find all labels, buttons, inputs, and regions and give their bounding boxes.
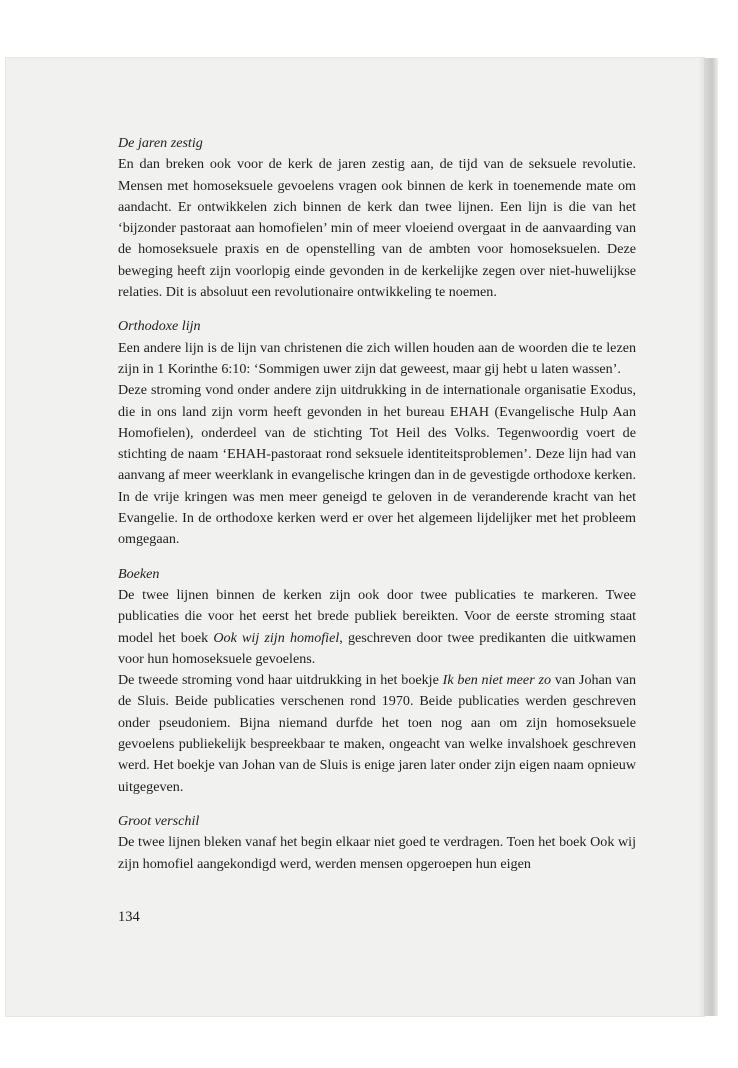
section-heading: Boeken bbox=[118, 565, 160, 582]
section-heading: De jaren zestig bbox=[118, 135, 203, 151]
section-groot-verschil bbox=[118, 811, 636, 875]
section-heading: Groot verschil bbox=[118, 812, 200, 829]
page-number: 134 bbox=[118, 909, 140, 925]
paragraph: De twee lijnen bleken vanaf het begin elkaar niet goed te verdragen. Toen het boek Ook wij zijn homofiel aangekondigd werd, werden mensen opgeroepen hun eigen bbox=[118, 834, 636, 872]
section-boeken bbox=[118, 564, 636, 798]
section-heading: Orthodoxe lijn bbox=[118, 318, 201, 335]
book-spine bbox=[704, 58, 718, 1016]
paragraph: Deze stroming vond onder andere zijn uitdrukking in de internationale organisatie Exodus, die in ons land zijn vorm heeft gevonden in het bureau EHAH (Evangelische Hulp Aan Homofielen), onderdeel van de stichting Tot Heil des Volks. Tegenwoordig voert de stichting de naam ‘EHAH-pastoraat rond seksuele identiteitsproblemen’. Deze lijn had van aanvang af meer weerklank in evangelische kringen dan in de gevestigde orthodoxe kerken. In de vrije kringen was men meer geneigd te geloven in de veranderende kracht van het Evangelie. In de orthodoxe kerken werd er over het algemeen lijdelijker met het probleem omgegaan. bbox=[118, 382, 636, 548]
paragraph: De tweede stroming vond haar uitdrukking in het boekje Ik ben niet meer zo van Johan van de Sluis. Beide publicaties verschenen rond 1970. Beide publicaties werden geschreven onder pseudoniem. Bijna niemand durfde het toen nog aan om zijn homoseksuele gevoelens publiekelijk bespreekbaar te maken, ongeacht van welke invalshoek geschreven werd. Het boekje van Johan van de Sluis is enige jaren later onder zijn eigen naam opnieuw uitgegeven. bbox=[118, 672, 637, 795]
section-jaren-zestig bbox=[118, 133, 636, 303]
book-title: Ook wij zijn homofiel bbox=[213, 629, 340, 646]
page-body bbox=[118, 133, 636, 888]
paragraph: En dan breken ook voor de kerk de jaren zestig aan, de tijd van de seksuele revolutie. Mensen met homoseksuele gevoelens vragen ook binnen de kerk in toenemende mate om aandacht. Er ontwikkelen zich binnen de kerk dan twee lijnen. Een lijn is die van het ‘bijzonder pastoraat aan homofielen’ min of meer vloeiend overgaat in de aanvaarding van de homoseksuele praxis en de openstelling van de ambten voor homoseksuelen. Deze beweging heeft zijn voorlopig einde gevonden in de kerkelijke zegen over niet-huwelijkse relaties. Dit is absoluut een revolutionaire ontwikkeling te noemen. bbox=[118, 156, 636, 301]
paragraph: De twee lijnen binnen de kerken zijn ook door twee publicaties te markeren. Twee publicaties die voor het eerst het brede publiek bereikten. Voor de eerste stroming staat model het boek Ook wij zijn homofiel, geschreven door twee predikanten die uitkwamen voor hun homoseksuele gevoelens. bbox=[118, 586, 636, 667]
paragraph: Een andere lijn is de lijn van christenen die zich willen houden aan de woorden die te lezen zijn in 1 Korinthe 6:10: ‘Sommigen uwer zijn dat geweest, maar gij hebt u laten wassen’. bbox=[118, 339, 636, 377]
book-title: Ik ben niet meer zo bbox=[442, 672, 552, 689]
section-orthodoxe-lijn bbox=[118, 316, 636, 550]
